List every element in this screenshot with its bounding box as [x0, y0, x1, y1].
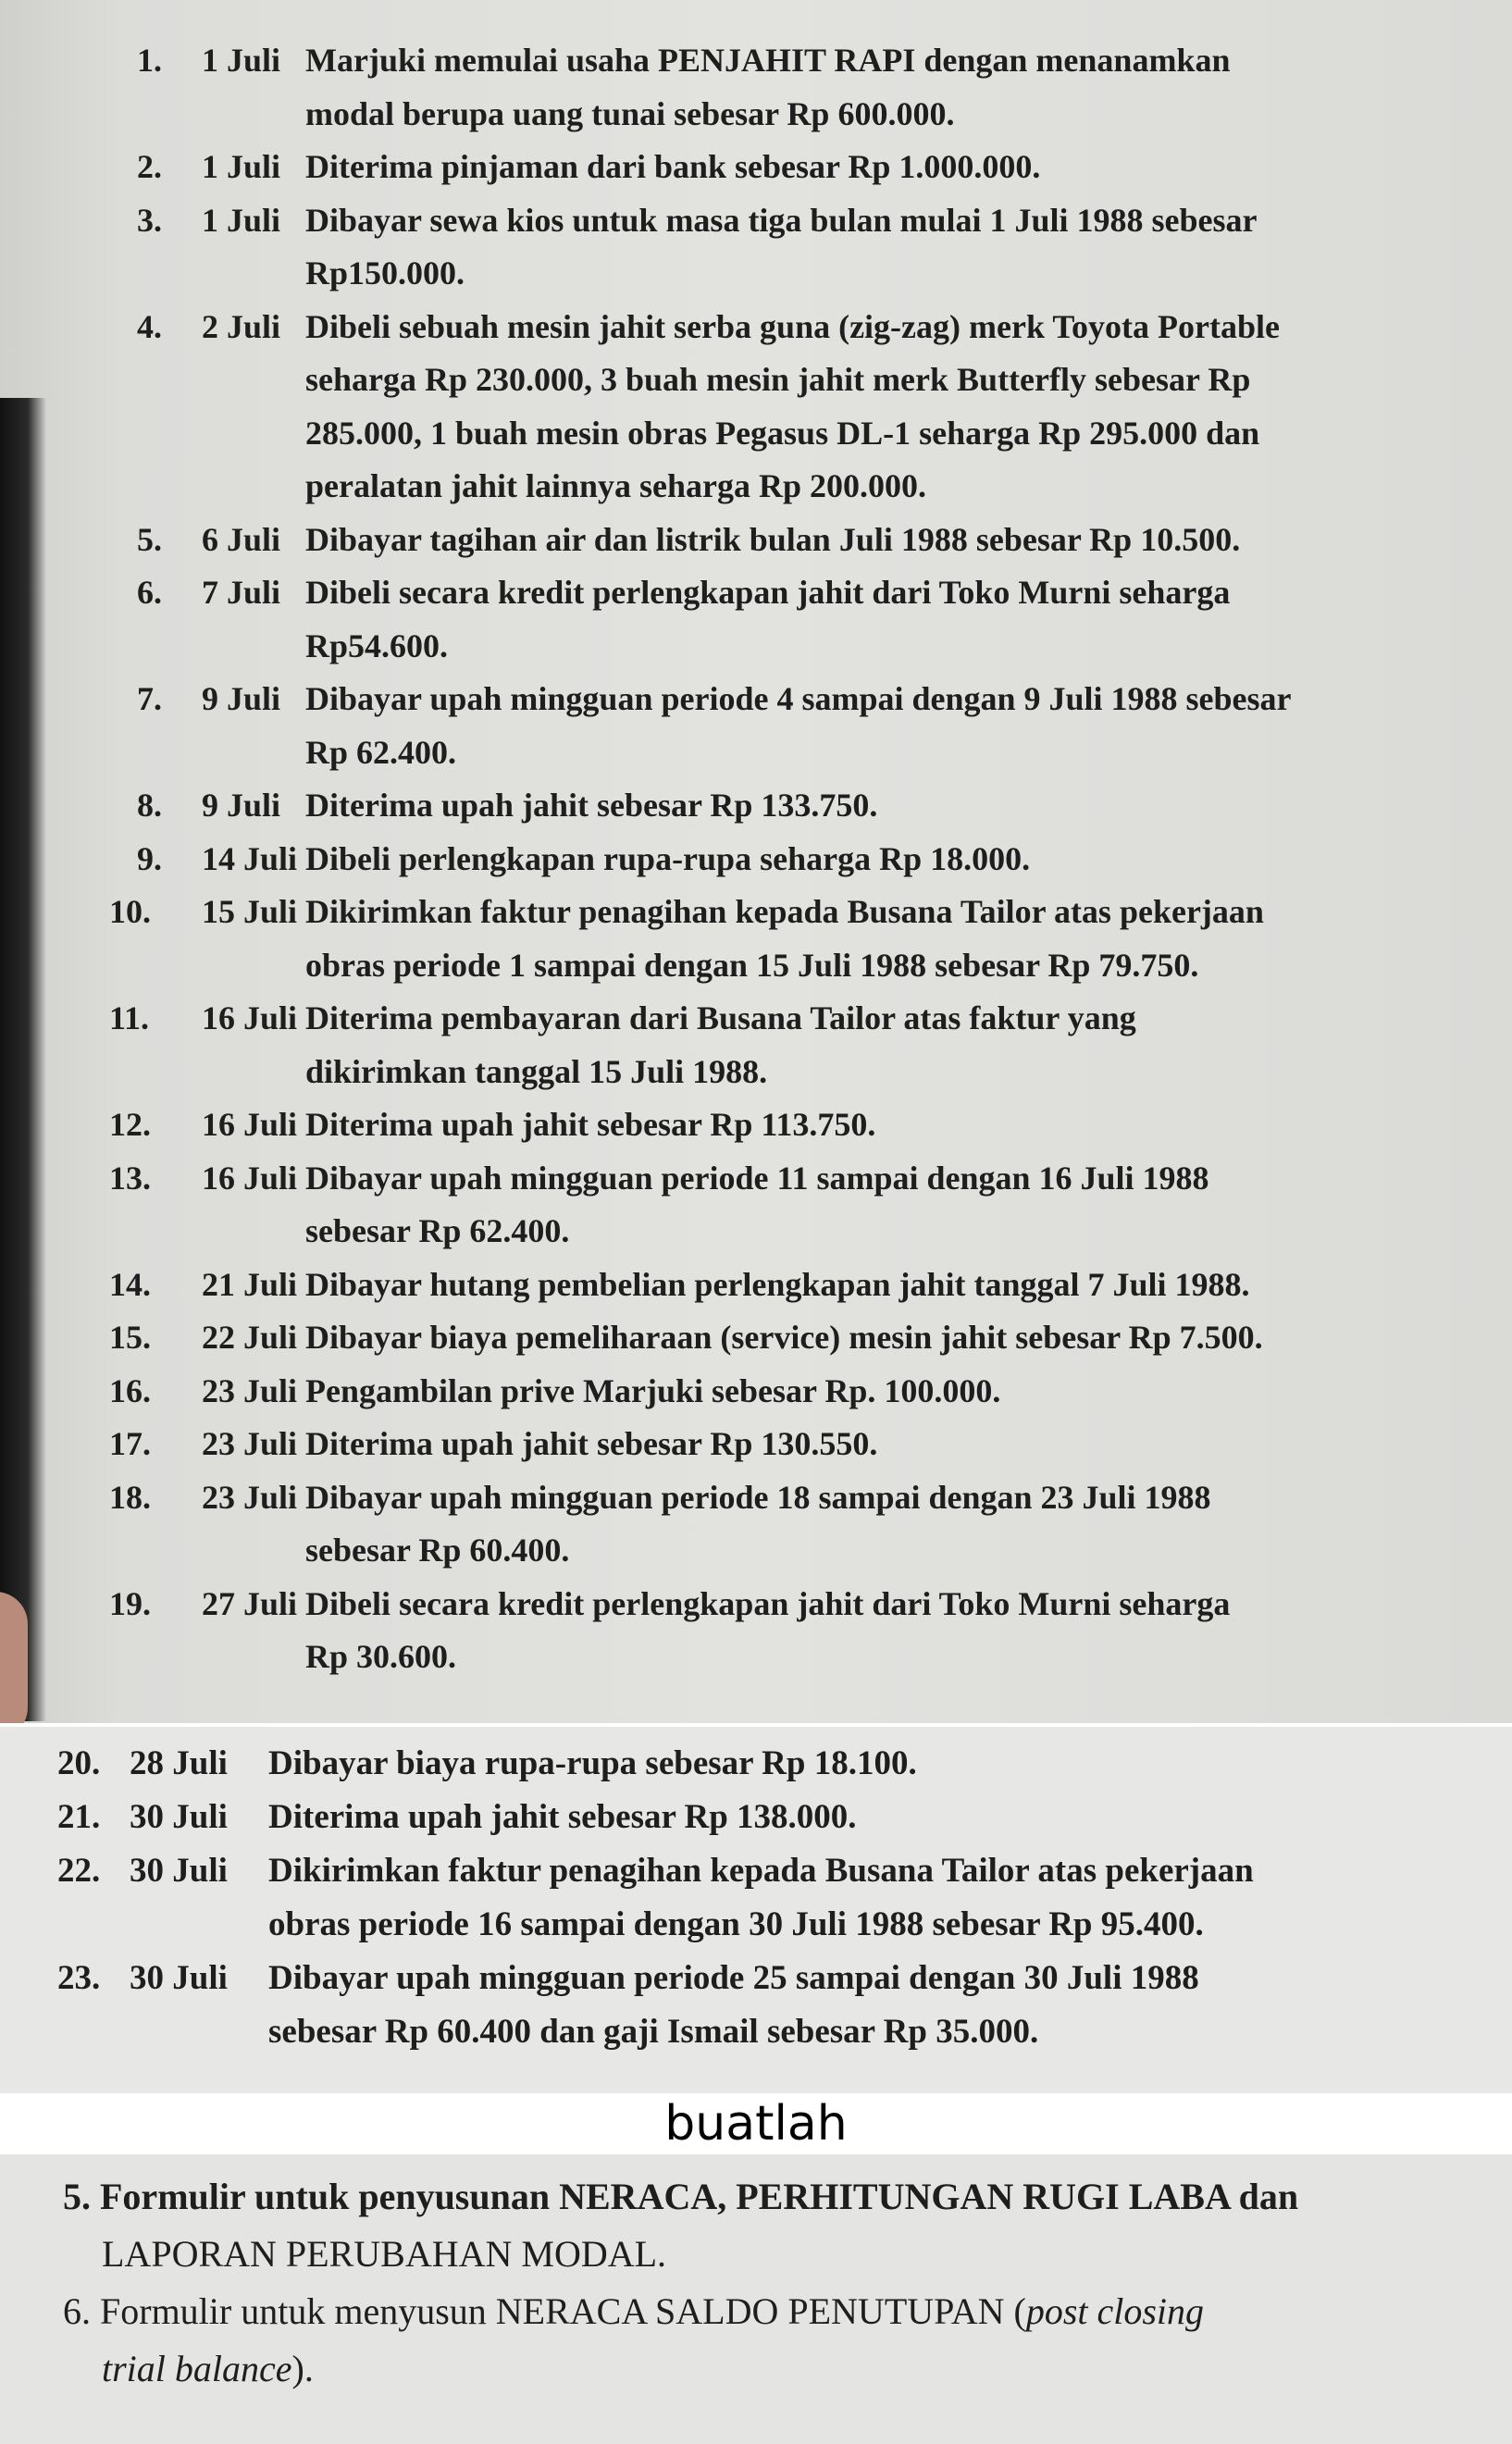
- transaction-text: Diterima pembayaran dari Busana Tailor atas faktur yang: [305, 999, 1136, 1036]
- transaction-line: [109, 1159, 1209, 1197]
- transaction-text: Diterima upah jahit sebesar Rp 130.550.: [305, 1425, 878, 1462]
- transaction-line: seharga Rp 230.000, 3 buah mesin jahit merk Butterfly sebesar Rp: [305, 361, 1251, 398]
- transactions-page-part-2: [0, 1727, 1512, 2093]
- transaction-date: 16 Juli: [202, 1106, 298, 1143]
- transaction-line: [137, 573, 1230, 612]
- transaction-text: Diterima pinjaman dari bank sebesar Rp 1.000.000.: [305, 148, 1041, 185]
- transaction-date: 9 Juli: [202, 787, 281, 824]
- transaction-line: obras periode 16 sampai dengan 30 Juli 1988 sebesar Rp 95.400.: [268, 1905, 1204, 1943]
- transaction-line: [137, 679, 1292, 718]
- transaction-line: Rp54.600.: [305, 627, 449, 664]
- transaction-date: 30 Juli: [130, 1852, 228, 1890]
- transaction-date: 2 Juli: [202, 307, 281, 345]
- transaction-line: 285.000, 1 buah mesin obras Pegasus DL-1 seharga Rp 295.000 dan: [305, 414, 1260, 452]
- transaction-date: 16 Juli: [202, 1159, 298, 1197]
- transaction-line: modal berupa uang tunai sebesar Rp 600.000.: [305, 94, 955, 132]
- transaction-line: sebesar Rp 60.400.: [305, 1532, 570, 1569]
- transaction-line: [109, 1371, 1000, 1410]
- transaction-line: [137, 307, 1280, 346]
- transaction-number: 15.: [109, 1319, 151, 1356]
- transaction-number: 8.: [137, 787, 162, 824]
- transaction-date: 14 Juli: [202, 839, 298, 877]
- book-binding-shadow: [0, 398, 46, 1721]
- transaction-number: 12.: [109, 1106, 151, 1143]
- task-5-line-1: 5. Formulir untuk penyusunan NERACA, PERHITUNGAN RUGI LABA dan: [63, 2176, 1299, 2217]
- transaction-text: Diterima upah jahit sebesar Rp 113.750.: [305, 1106, 876, 1143]
- transaction-date: 23 Juli: [202, 1425, 298, 1462]
- tasks-section: [0, 2154, 1512, 2444]
- transaction-number: 22.: [57, 1852, 101, 1890]
- transaction-line: [137, 520, 1240, 559]
- transaction-date: 9 Juli: [202, 680, 281, 717]
- transaction-line: peralatan jahit lainnya seharga Rp 200.000.: [305, 467, 927, 504]
- transaction-line: sebesar Rp 62.400.: [305, 1212, 570, 1249]
- transaction-line: obras periode 1 sampai dengan 15 Juli 1988 sebesar Rp 79.750.: [305, 946, 1199, 984]
- transaction-line: [137, 41, 1230, 80]
- transaction-number: 17.: [109, 1425, 151, 1462]
- transaction-date: 1 Juli: [202, 201, 281, 239]
- finger-edge: [0, 1592, 28, 1723]
- transaction-date: 22 Juli: [202, 1319, 298, 1356]
- transaction-line: [109, 1584, 1230, 1623]
- transaction-line: [137, 786, 877, 825]
- transaction-date: 16 Juli: [202, 999, 298, 1036]
- transaction-line: Rp 30.600.: [305, 1638, 457, 1675]
- transaction-text: Dibayar tagihan air dan listrik bulan Juli 1988 sebesar Rp 10.500.: [305, 520, 1241, 558]
- transaction-text: Dikirimkan faktur penagihan kepada Busana Tailor atas pekerjaan: [268, 1852, 1254, 1890]
- transaction-text: Dibayar biaya pemeliharaan (service) mesin jahit sebesar Rp 7.500.: [305, 1319, 1263, 1356]
- transaction-text: Dibayar biaya rupa-rupa sebesar Rp 18.100.: [268, 1744, 917, 1782]
- transaction-number: 10.: [109, 893, 151, 930]
- transaction-date: 27 Juli: [202, 1584, 298, 1622]
- transaction-line: [109, 892, 1264, 931]
- transaction-number: 9.: [137, 839, 162, 877]
- transaction-text: Dibeli secara kredit perlengkapan jahit dari Toko Murni seharga: [305, 1584, 1231, 1622]
- transaction-number: 14.: [109, 1265, 151, 1303]
- transaction-line: [109, 1478, 1211, 1517]
- transaction-number: 6.: [137, 574, 162, 611]
- task-5-line-2: LAPORAN PERUBAHAN MODAL.: [102, 2233, 667, 2275]
- transaction-number: 21.: [57, 1798, 101, 1836]
- transaction-number: 1.: [137, 42, 162, 79]
- transaction-number: 3.: [137, 201, 162, 239]
- transaction-line: Rp 62.400.: [305, 733, 457, 771]
- transaction-line: [57, 1851, 1254, 1891]
- transaction-text: Diterima upah jahit sebesar Rp 138.000.: [268, 1798, 857, 1836]
- transaction-line: [137, 839, 1030, 878]
- transaction-number: 16.: [109, 1371, 151, 1409]
- transaction-line: [109, 1318, 1263, 1357]
- transaction-date: 1 Juli: [202, 42, 281, 79]
- transaction-number: 19.: [109, 1584, 151, 1622]
- transaction-text: Diterima upah jahit sebesar Rp 133.750.: [305, 787, 878, 824]
- transaction-number: 13.: [109, 1159, 151, 1197]
- transaction-number: 20.: [57, 1744, 101, 1782]
- transaction-date: 28 Juli: [130, 1744, 228, 1782]
- transaction-text: Dibeli perlengkapan rupa-rupa seharga Rp 18.000.: [305, 839, 1031, 877]
- transaction-text: Dibayar upah mingguan periode 11 sampai dengan 16 Juli 1988: [305, 1159, 1209, 1197]
- transaction-text: Dibayar upah mingguan periode 4 sampai dengan 9 Juli 1988 sebesar: [305, 680, 1292, 717]
- transaction-text: Dibayar upah mingguan periode 25 sampai dengan 30 Juli 1988: [268, 1959, 1199, 1997]
- transaction-text: Pengambilan prive Marjuki sebesar Rp. 100.000.: [305, 1371, 1001, 1409]
- transaction-number: 7.: [137, 680, 162, 717]
- task-6-text: 6. Formulir untuk menyusun NERACA SALDO PENUTUPAN (: [63, 2290, 1026, 2332]
- transaction-date: 1 Juli: [202, 148, 281, 185]
- transaction-date: 23 Juli: [202, 1478, 298, 1516]
- instruction-label: buatlah: [0, 2093, 1512, 2154]
- transaction-line: [137, 147, 1040, 186]
- transaction-line: Rp150.000.: [305, 254, 465, 292]
- transaction-line: [57, 1743, 917, 1783]
- transaction-number: 11.: [109, 999, 150, 1036]
- transaction-text: Dibayar sewa kios untuk masa tiga bulan mulai 1 Juli 1988 sebesar: [305, 201, 1258, 239]
- transaction-date: 30 Juli: [130, 1959, 228, 1997]
- transaction-line: [137, 201, 1258, 240]
- transaction-date: 15 Juli: [202, 893, 298, 930]
- task-6-italic-2: trial balance: [102, 2348, 292, 2389]
- transaction-date: 21 Juli: [202, 1265, 298, 1303]
- transaction-date: 6 Juli: [202, 520, 281, 558]
- transaction-number: 2.: [137, 148, 162, 185]
- transaction-number: 5.: [137, 520, 162, 558]
- transaction-date: 23 Juli: [202, 1371, 298, 1409]
- transaction-line: [109, 1105, 875, 1144]
- task-6-end: ).: [291, 2348, 314, 2389]
- task-6-line-2: [102, 2347, 314, 2390]
- transaction-number: 4.: [137, 307, 162, 345]
- transaction-text: Dikirimkan faktur penagihan kepada Busana Tailor atas pekerjaan: [305, 893, 1264, 930]
- transaction-date: 7 Juli: [202, 574, 281, 611]
- transaction-text: Marjuki memulai usaha PENJAHIT RAPI dengan menanamkan: [305, 42, 1231, 79]
- transaction-line: [57, 1958, 1199, 1998]
- transaction-date: 30 Juli: [130, 1798, 228, 1836]
- transaction-text: Dibeli secara kredit perlengkapan jahit dari Toko Murni seharga: [305, 574, 1231, 611]
- transaction-text: Dibayar hutang pembelian perlengkapan jahit tanggal 7 Juli 1988.: [305, 1265, 1250, 1303]
- task-6-italic: post closing: [1025, 2290, 1205, 2332]
- transaction-line: sebesar Rp 60.400 dan gaji Ismail sebesar Rp 35.000.: [268, 2013, 1039, 2051]
- transaction-number: 23.: [57, 1959, 101, 1997]
- task-6-line-1: [63, 2289, 1204, 2333]
- transaction-line: dikirimkan tanggal 15 Juli 1988.: [305, 1052, 768, 1090]
- transaction-text: Dibeli sebuah mesin jahit serba guna (zig-zag) merk Toyota Portable: [305, 307, 1280, 345]
- transaction-line: [109, 1424, 877, 1463]
- transaction-line: [109, 999, 1136, 1037]
- transaction-line: [109, 1265, 1250, 1304]
- transaction-number: 18.: [109, 1478, 151, 1516]
- transaction-text: Dibayar upah mingguan periode 18 sampai dengan 23 Juli 1988: [305, 1478, 1211, 1516]
- transaction-line: [57, 1797, 857, 1837]
